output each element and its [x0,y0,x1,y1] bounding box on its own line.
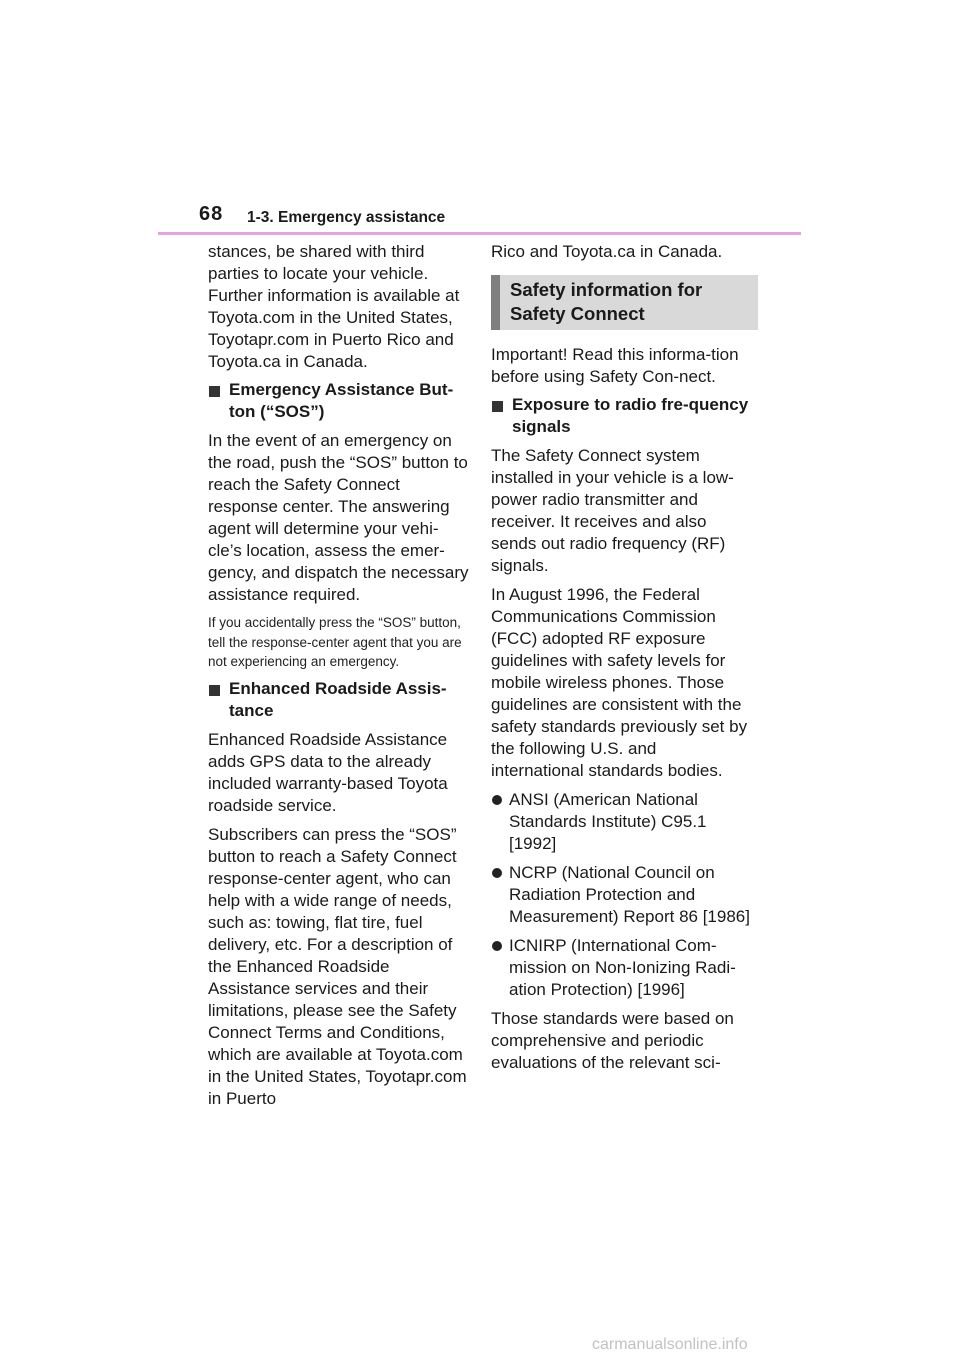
bullet-dot-icon [491,789,509,855]
note-text: If you accidentally press the “SOS” button, tell the response-center agent that you are not experiencing an emergency. [208,615,462,669]
subheading-text: Exposure to radio fre-quency signals [512,395,749,436]
paragraph: The Safety Connect system installed in your vehicle is a low-power radio transmitter and receiver. It receives and also sends out radio frequency (RF) signals. [491,446,734,575]
paragraph: Subscribers can press the “SOS” button to reach a Safety Connect response-center agent, who can help with a wide range of needs, such as: towing, flat tire, fuel delivery, etc. For a description of the Enhanced Roadside Assistance services and their limitations, please see the Safety Connect Terms and Conditions, which are available at Toyota.com in the United States, Toyotapr.com in Puerto [208,824,467,1108]
section-heading-box: Safety information for Safety Connect [491,275,758,330]
square-bullet-icon [491,394,512,438]
page-header [0,0,960,240]
bullet-dot-icon [491,935,509,1001]
right-column [491,241,753,1074]
subheading-text: Emergency Assistance But-ton (“SOS”) [229,380,454,421]
bullet-dot-icon [491,862,509,928]
list-item-text: NCRP (National Council on Radiation Protection and Measurement) Report 86 [1986] [509,863,750,926]
square-bullet-icon [208,379,229,423]
subheading-radio-frequency [491,394,753,438]
page-number: 68 [199,203,224,225]
paragraph: Rico and Toyota.ca in Canada. [491,242,723,261]
list-item [491,935,753,1001]
subheading-sos-button [208,379,470,423]
header-divider [158,232,801,235]
paragraph: Those standards were based on comprehensive and periodic evaluations of the relevant sci- [491,1009,734,1072]
watermark: carmanualsonline.info [592,1336,748,1353]
subheading-text: Enhanced Roadside Assis-tance [229,678,447,720]
list-item [491,862,753,928]
paragraph: In the event of an emergency on the road, push the “SOS” button to reach the Safety Connect response center. The answering agent will determine your vehi-cle’s location, assess the emer-gency, and dispatch the necessary assistance required. [208,431,469,604]
left-column [208,241,470,1110]
section-title: 1-3. Emergency assistance [247,209,446,226]
paragraph: Enhanced Roadside Assistance adds GPS data to the already included warranty-based Toyota roadside service. [208,729,448,815]
subheading-roadside-assistance [208,678,470,722]
paragraph: stances, be shared with third parties to locate your vehicle. Further information is available at Toyota.com in the United States, Toyotapr.com in Puerto Rico and Toyota.ca in Canada. [208,242,460,371]
square-bullet-icon [208,678,229,722]
list-item [491,789,753,855]
paragraph: Important! Read this informa-tion before using Safety Con-nect. [491,345,739,386]
paragraph: In August 1996, the Federal Communications Commission (FCC) adopted RF exposure guidelines with safety levels for mobile wireless phones. Those guidelines are consistent with the safety standards previously set by the following U.S. and international standards bodies. [491,585,748,780]
list-item-text: ANSI (American National Standards Institute) C95.1 [1992] [509,790,707,853]
list-item-text: ICNIRP (International Com-mission on Non-Ionizing Radi-ation Protection) [1996] [509,936,736,999]
